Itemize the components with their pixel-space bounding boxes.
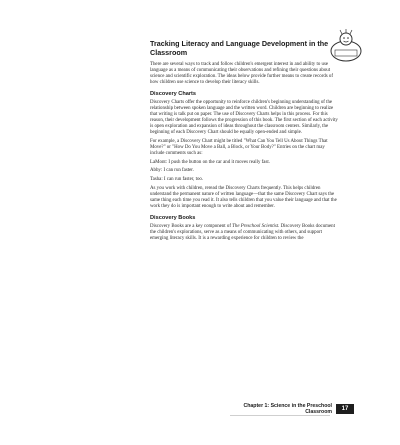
- discovery-charts-heading: Discovery Charts: [150, 90, 197, 97]
- footer-rule: [230, 415, 330, 416]
- discovery-books-paragraph: [150, 224, 340, 242]
- quote-tasha: Tasha: I can run faster, too.: [150, 177, 204, 182]
- page-footer: [230, 404, 354, 414]
- discovery-books-prefix: Discovery Books are a key component of: [150, 223, 233, 229]
- intro-paragraph: There are several ways to track and follow children's emergent interest in and ability to use language as a means of communicating their observations and refining their questions about science and scientific exploration. The ideas below provide further means to create records of how children use science to develop their literacy skills.: [150, 61, 333, 85]
- quote-abby: Abby: I can run faster.: [150, 168, 194, 174]
- section-title: Tracking Literacy and Language Development in the Classroom: [150, 39, 329, 57]
- discovery-charts-paragraph-3: As you work with children, reread the Discovery Charts frequently. This helps children understand the permanent nature of written language—that the same Discovery Chart says the same thing each time you read it. It also tells children that you value their language and that the work they do is important enough to write about and remember.: [150, 185, 337, 209]
- discovery-charts-paragraph-1: Discovery Charts offer the opportunity to reinforce children's beginning understanding of the relationship between spoken language and the written word. Children are beginning to realize that writing is talk put on paper. The use of Discovery Charts helps in this process. For this reason, their development follows the progression of this book. The first section of each activity is open exploration and expansion of ideas throughout the classroom centers. Similarly, the beginning of each Discovery Chart should be equally open-ended and simple.: [150, 99, 338, 136]
- chapter-label: Chapter 1: Science in the Preschool Classroom: [243, 403, 332, 415]
- book-title: The Preschool Scientist: [232, 223, 279, 229]
- main-content: [150, 40, 340, 245]
- discovery-charts-paragraph-2: For example, a Discovery Chart might be titled "What Can You Tell Us About Things That Move?" or "How Do You Move a Ball, a Block, or Your Body?" Entries on the chart may include comments such as:: [150, 139, 328, 157]
- discovery-books-suffix: . Discovery Books document the children's explorations, serve as a means of communicating with others, and support emerging literacy skills. It is a rewarding experience for children to review the: [150, 223, 335, 242]
- page-number: 17: [336, 404, 354, 414]
- quote-lamont: LaMont: I push the button on the car and it moves really fast.: [150, 159, 270, 165]
- discovery-books-heading: Discovery Books: [150, 214, 196, 221]
